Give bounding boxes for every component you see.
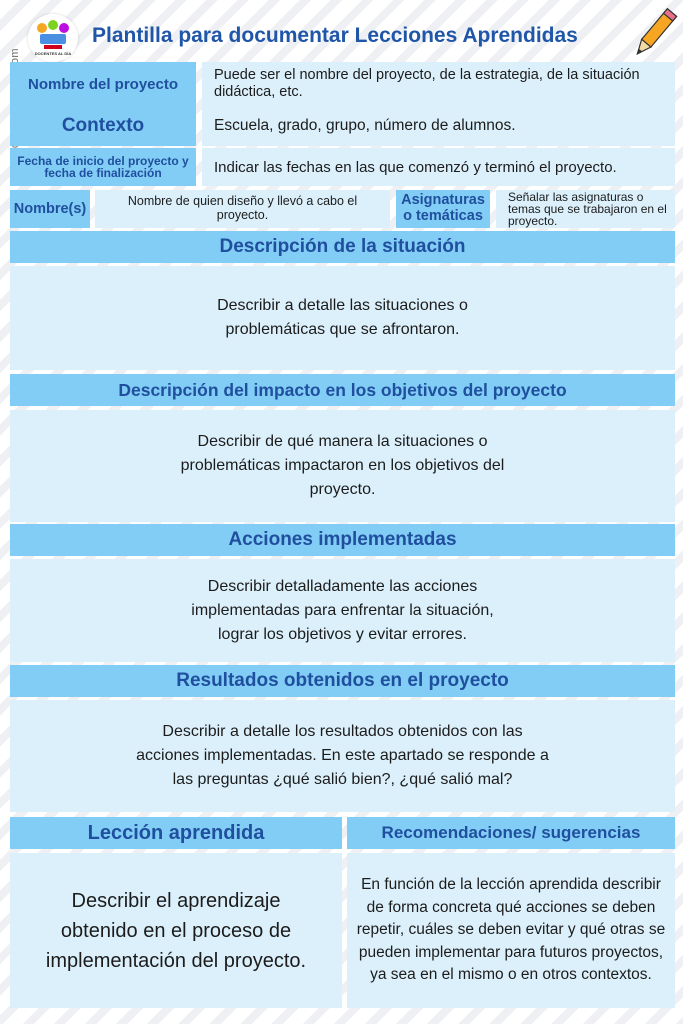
actions-header: Acciones implementadas bbox=[10, 524, 675, 556]
dates-label: Fecha de inicio del proyecto y fecha de finalización bbox=[10, 148, 196, 186]
lesson-body: Describir el aprendizaje obtenido en el proceso de implementación del proyecto. bbox=[10, 853, 342, 1008]
logo bbox=[28, 14, 78, 62]
subjects-label: Asignaturas o temáticas bbox=[396, 190, 490, 228]
subjects-value: Señalar las asignaturas o temas que se trabajaron en el proyecto. bbox=[496, 190, 675, 228]
logo-text: DOCENTES AL DÍA bbox=[34, 51, 72, 56]
situation-header: Descripción de la situación bbox=[10, 231, 675, 263]
impact-header: Descripción del impacto en los objetivos del proyecto bbox=[10, 374, 675, 406]
dates-value: Indicar las fechas en las que comenzó y terminó el proyecto. bbox=[202, 148, 675, 186]
names-value: Nombre de quien diseño y llevó a cabo el proyecto. bbox=[95, 190, 390, 228]
impact-body: Describir de qué manera la situaciones o problemáticas impactaron en los objetivos del proyecto. bbox=[10, 410, 675, 522]
context-label: Contexto bbox=[10, 106, 196, 146]
pencil-icon bbox=[630, 4, 678, 64]
context-value: Escuela, grado, grupo, número de alumnos. bbox=[202, 106, 675, 146]
names-label: Nombre(s) bbox=[10, 190, 90, 228]
recommendations-body: En función de la lección aprendida describir de forma concreta qué acciones se deben repetir, cuáles se deben evitar y qué otras se pueden implementar para futuros proyectos, ya sea en el mismo o en otros contextos. bbox=[347, 853, 675, 1008]
results-header: Resultados obtenidos en el proyecto bbox=[10, 665, 675, 697]
situation-body: Describir a detalle las situaciones o problemáticas que se afrontaron. bbox=[10, 266, 675, 370]
project-name-value: Puede ser el nombre del proyecto, de la estrategia, de la situación didáctica, etc. bbox=[202, 62, 675, 106]
lesson-header: Lección aprendida bbox=[10, 817, 342, 849]
page-title: Plantilla para documentar Lecciones Aprendidas bbox=[92, 24, 578, 47]
actions-body: Describir detalladamente las acciones implementadas para enfrentar la situación, lograr los objetivos y evitar errores. bbox=[10, 559, 675, 662]
recommendations-header: Recomendaciones/ sugerencias bbox=[347, 817, 675, 849]
results-body: Describir a detalle los resultados obtenidos con las acciones implementadas. En este apartado se responde a las preguntas ¿qué salió bien?, ¿qué salió mal? bbox=[10, 700, 675, 812]
project-name-label: Nombre del proyecto bbox=[10, 62, 196, 106]
